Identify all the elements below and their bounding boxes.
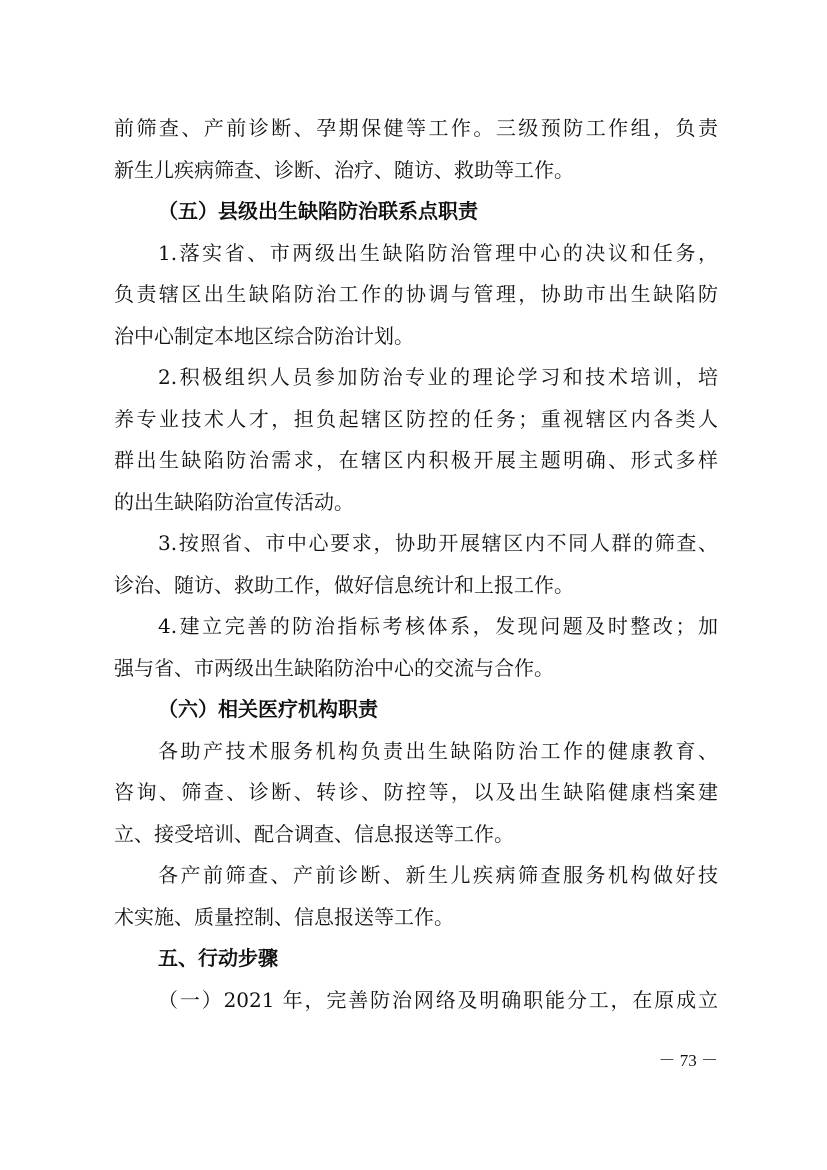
paragraph-line: 各产前筛查、产前诊断、新生儿疾病筛查服务机构做好技 — [158, 863, 718, 887]
paragraph-line: 咨询、筛查、诊断、转诊、防控等，以及出生缺陷健康档案建 — [114, 780, 718, 804]
paragraph-line: 负责辖区出生缺陷防治工作的协调与管理，协助市出生缺陷防 — [114, 282, 718, 306]
paragraph-line: 立、接受培训、配合调查、信息报送等工作。 — [114, 821, 514, 846]
chapter-heading: 五、行动步骤 — [158, 946, 278, 970]
paragraph-line: 3.按照省、市中心要求，协助开展辖区内不同人群的筛查、 — [158, 531, 718, 555]
section-heading: （六）相关医疗机构职责 — [158, 697, 378, 721]
paragraph-line: 各助产技术服务机构负责出生缺陷防治工作的健康教育、 — [158, 738, 718, 763]
paragraph-line: 群出生缺陷防治需求，在辖区内积极开展主题明确、形式多样 — [114, 448, 718, 472]
paragraph-line: 2.积极组织人员参加防治专业的理论学习和技术培训，培 — [158, 365, 718, 389]
paragraph-line: （一）2021 年，完善防治网络及明确职能分工，在原成立 — [158, 987, 718, 1012]
section-heading: （五）县级出生缺陷防治联系点职责 — [158, 199, 478, 223]
paragraph-line: 术实施、质量控制、信息报送等工作。 — [114, 904, 454, 929]
paragraph-line: 前筛查、产前诊断、孕期保健等工作。三级预防工作组，负责 — [114, 116, 718, 140]
paragraph-line: 养专业技术人才，担负起辖区防控的任务；重视辖区内各类人 — [114, 406, 718, 431]
paragraph-line: 治中心制定本地区综合防治计划。 — [114, 323, 414, 348]
paragraph-line: 的出生缺陷防治宣传活动。 — [114, 489, 354, 514]
paragraph-line: 诊治、随访、救助工作，做好信息统计和上报工作。 — [114, 572, 574, 597]
paragraph-line: 强与省、市两级出生缺陷防治中心的交流与合作。 — [114, 655, 554, 680]
document-body — [114, 108, 718, 1021]
paragraph-line: 新生儿疾病筛查、诊断、治疗、随访、救助等工作。 — [114, 157, 574, 182]
paragraph-line: 1.落实省、市两级出生缺陷防治管理中心的决议和任务， — [158, 240, 718, 265]
paragraph-line: 4.建立完善的防治指标考核体系，发现问题及时整改；加 — [158, 614, 718, 638]
page-number: － 73 － — [658, 1051, 718, 1070]
